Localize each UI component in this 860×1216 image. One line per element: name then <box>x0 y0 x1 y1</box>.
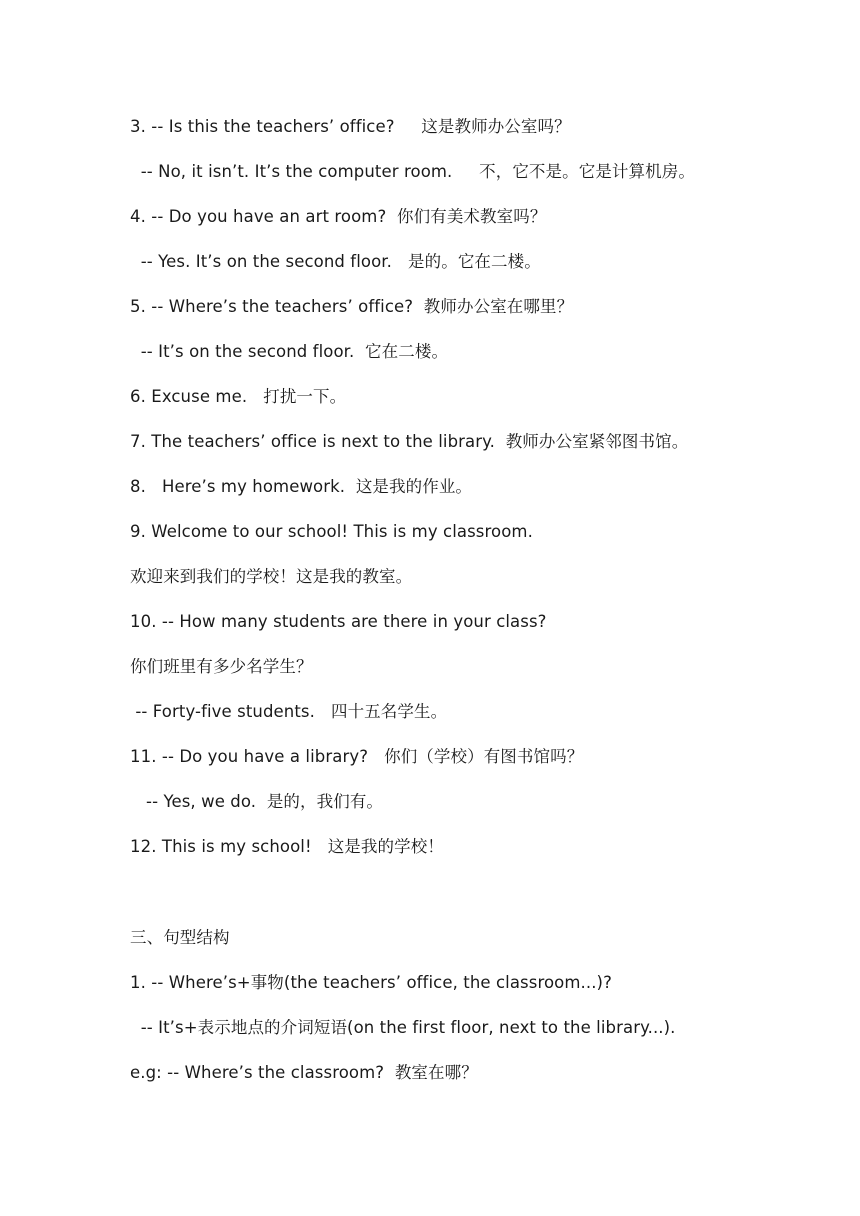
text-line: 10. -- How many students are there in your class? <box>130 612 547 631</box>
text-line: 6. Excuse me. 打扰一下。 <box>130 387 347 406</box>
text-line: 7. The teachers’ office is next to the library. 教师办公室紧邻图书馆。 <box>130 432 689 451</box>
text-line: -- Forty-five students. 四十五名学生。 <box>130 702 448 721</box>
text-line: 3. -- Is this the teachers’ office? 这是教师办公室吗？ <box>130 117 571 136</box>
text-line: 8. Here’s my homework. 这是我的作业。 <box>130 477 473 496</box>
text-line: -- Yes, we do. 是的，我们有。 <box>130 792 384 811</box>
text-line: 12. This is my school! 这是我的学校！ <box>130 837 444 856</box>
text-line: 9. Welcome to our school! This is my classroom. <box>130 522 533 541</box>
text-line: 5. -- Where’s the teachers’ office? 教师办公室在哪里？ <box>130 297 574 316</box>
section-heading: 三、句型结构 <box>130 928 230 947</box>
text-line: e.g: -- Where’s the classroom? 教室在哪？ <box>130 1063 478 1082</box>
text-line: -- Yes. It’s on the second floor. 是的。它在二楼。 <box>130 252 541 271</box>
text-line: -- It’s+表示地点的介词短语(on the first floor, next to the library...). <box>130 1018 676 1037</box>
text-line: 4. -- Do you have an art room? 你们有美术教室吗？ <box>130 207 547 226</box>
text-line: 你们班里有多少名学生？ <box>130 657 313 676</box>
text-line: 1. -- Where’s+事物(the teachers’ office, the classroom...)? <box>130 973 612 992</box>
text-line: 欢迎来到我们的学校！这是我的教室。 <box>130 567 413 586</box>
text-line: -- It’s on the second floor. 它在二楼。 <box>130 342 449 361</box>
text-line: -- No, it isn’t. It’s the computer room. 不，它不是。它是计算机房。 <box>130 162 695 181</box>
text-line: 11. -- Do you have a library? 你们（学校）有图书馆吗？ <box>130 747 584 766</box>
